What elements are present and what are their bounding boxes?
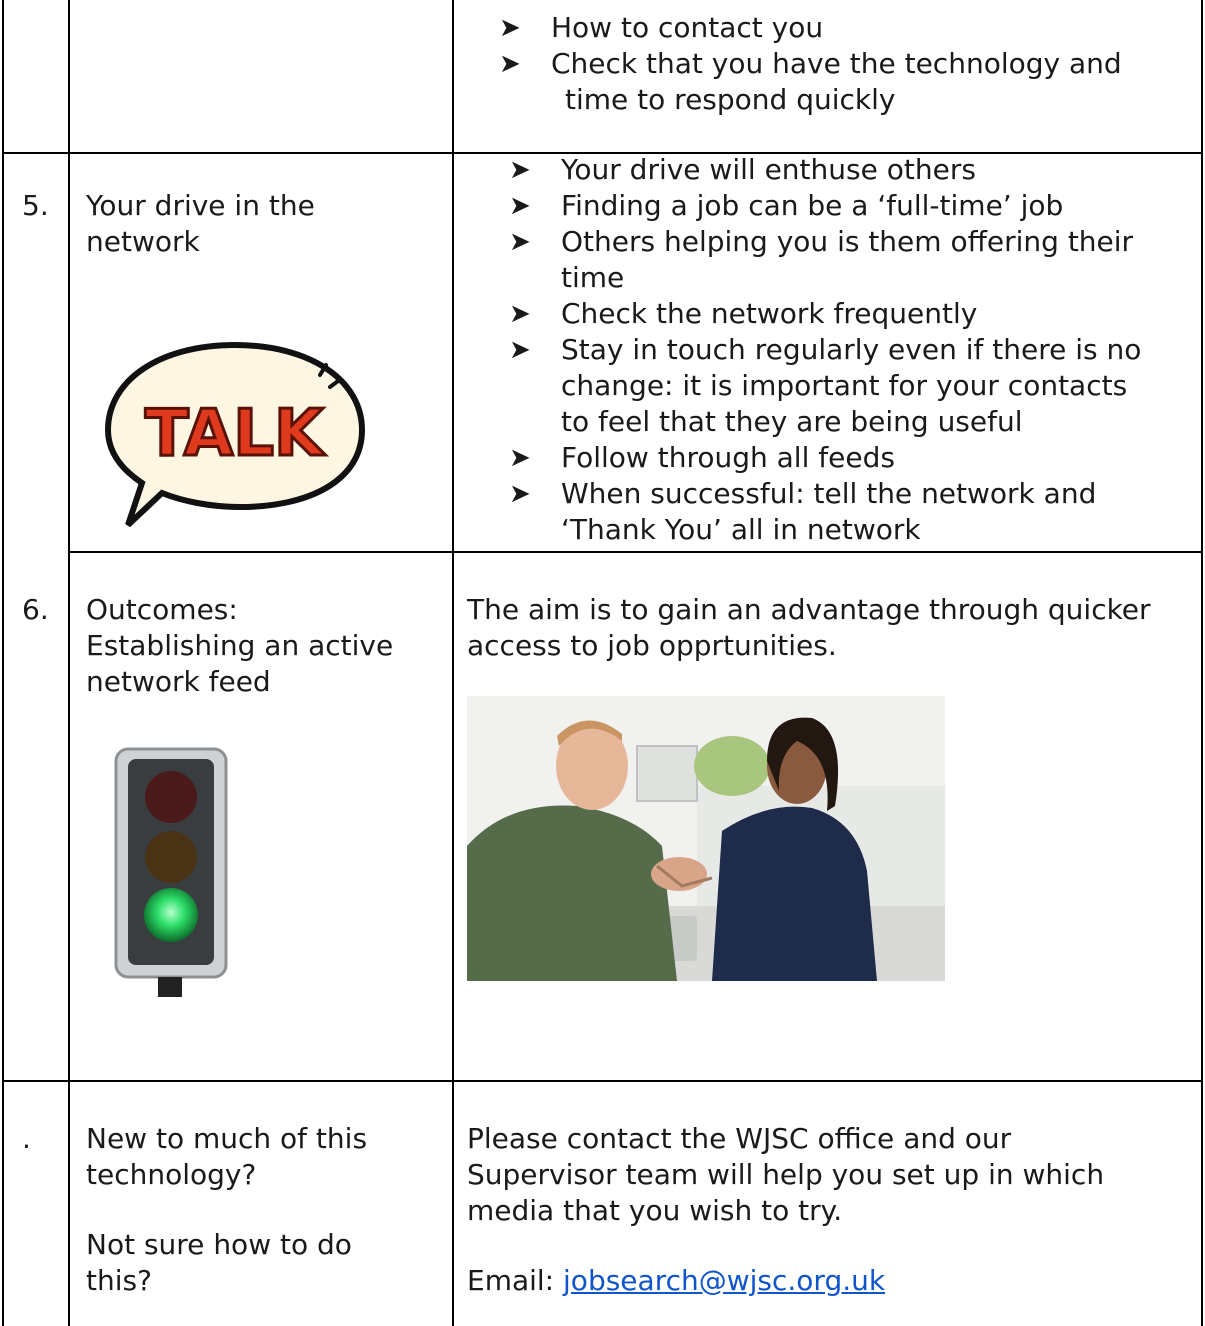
list-item: ➤ Finding a job can be a ‘full-time’ job	[509, 189, 1064, 222]
row5-bullet-list	[495, 152, 1141, 548]
row-number: 6.	[22, 593, 49, 626]
list-item: change: it is important for your contacts	[561, 369, 1128, 402]
email-label: Email:	[467, 1264, 564, 1297]
row-topic-line: Establishing an active	[86, 629, 394, 662]
row-topic-line: Your drive in the	[86, 189, 315, 222]
arrowhead-bullet-icon: ➤	[499, 49, 521, 79]
traffic-light-icon	[112, 745, 232, 1000]
arrowhead-bullet-icon: ➤	[509, 155, 531, 185]
table-border-right	[1201, 0, 1203, 1326]
email-line	[467, 1263, 885, 1299]
list-item: ‘Thank You’ all in network	[561, 513, 921, 546]
email-link[interactable]: jobsearch@wjsc.org.uk	[563, 1264, 886, 1297]
list-item: ➤ Check the network frequently	[509, 297, 978, 330]
table-column-divider	[452, 0, 454, 1326]
contact-text-line: Supervisor team will help you set up in which	[467, 1158, 1105, 1191]
question-text-line: Not sure how to do	[86, 1228, 352, 1261]
aim-text-line: access to job opprtunities.	[467, 629, 837, 662]
list-item: ➤ When successful: tell the network and	[509, 477, 1097, 510]
table-border-left	[2, 0, 4, 1326]
row-topic-line: network feed	[86, 665, 271, 698]
table-column-divider	[68, 0, 70, 1326]
aim-text-line: The aim is to gain an advantage through quicker	[467, 593, 1151, 626]
list-item: ➤ Follow through all feeds	[509, 441, 895, 474]
list-item: ➤ Check that you have the technology and	[499, 47, 1122, 80]
question-text-line: technology?	[86, 1158, 257, 1191]
row4-bullet-list	[485, 10, 1122, 118]
list-item: time	[561, 261, 625, 294]
row-divider	[2, 1080, 1203, 1082]
question-text-line: New to much of this	[86, 1122, 368, 1155]
question-text-line: this?	[86, 1264, 152, 1297]
arrowhead-bullet-icon: ➤	[509, 335, 531, 365]
arrowhead-bullet-icon: ➤	[509, 191, 531, 221]
row-topic-line: network	[86, 225, 200, 258]
row-number: 5.	[22, 189, 49, 222]
arrowhead-bullet-icon: ➤	[499, 13, 521, 43]
row-divider	[68, 551, 1203, 553]
list-item: time to respond quickly	[565, 83, 896, 116]
arrowhead-bullet-icon: ➤	[509, 227, 531, 257]
arrowhead-bullet-icon: ➤	[509, 479, 531, 509]
handshake-photo	[467, 696, 945, 981]
arrowhead-bullet-icon: ➤	[509, 443, 531, 473]
list-item: ➤ Stay in touch regularly even if there is no	[509, 333, 1142, 366]
talk-speech-bubble-icon	[100, 335, 370, 530]
contact-text-line: media that you wish to try.	[467, 1194, 843, 1227]
list-item: ➤ Others helping you is them offering their	[509, 225, 1134, 258]
talk-word: TALK	[145, 397, 324, 471]
arrowhead-bullet-icon: ➤	[509, 299, 531, 329]
list-item: to feel that they are being useful	[561, 405, 1023, 438]
list-item: ➤ How to contact you	[499, 11, 824, 44]
row-topic-line: Outcomes:	[86, 593, 238, 626]
row-number: .	[22, 1122, 31, 1155]
contact-text-line: Please contact the WJSC office and our	[467, 1122, 1012, 1155]
list-item: ➤ Your drive will enthuse others	[509, 153, 976, 186]
